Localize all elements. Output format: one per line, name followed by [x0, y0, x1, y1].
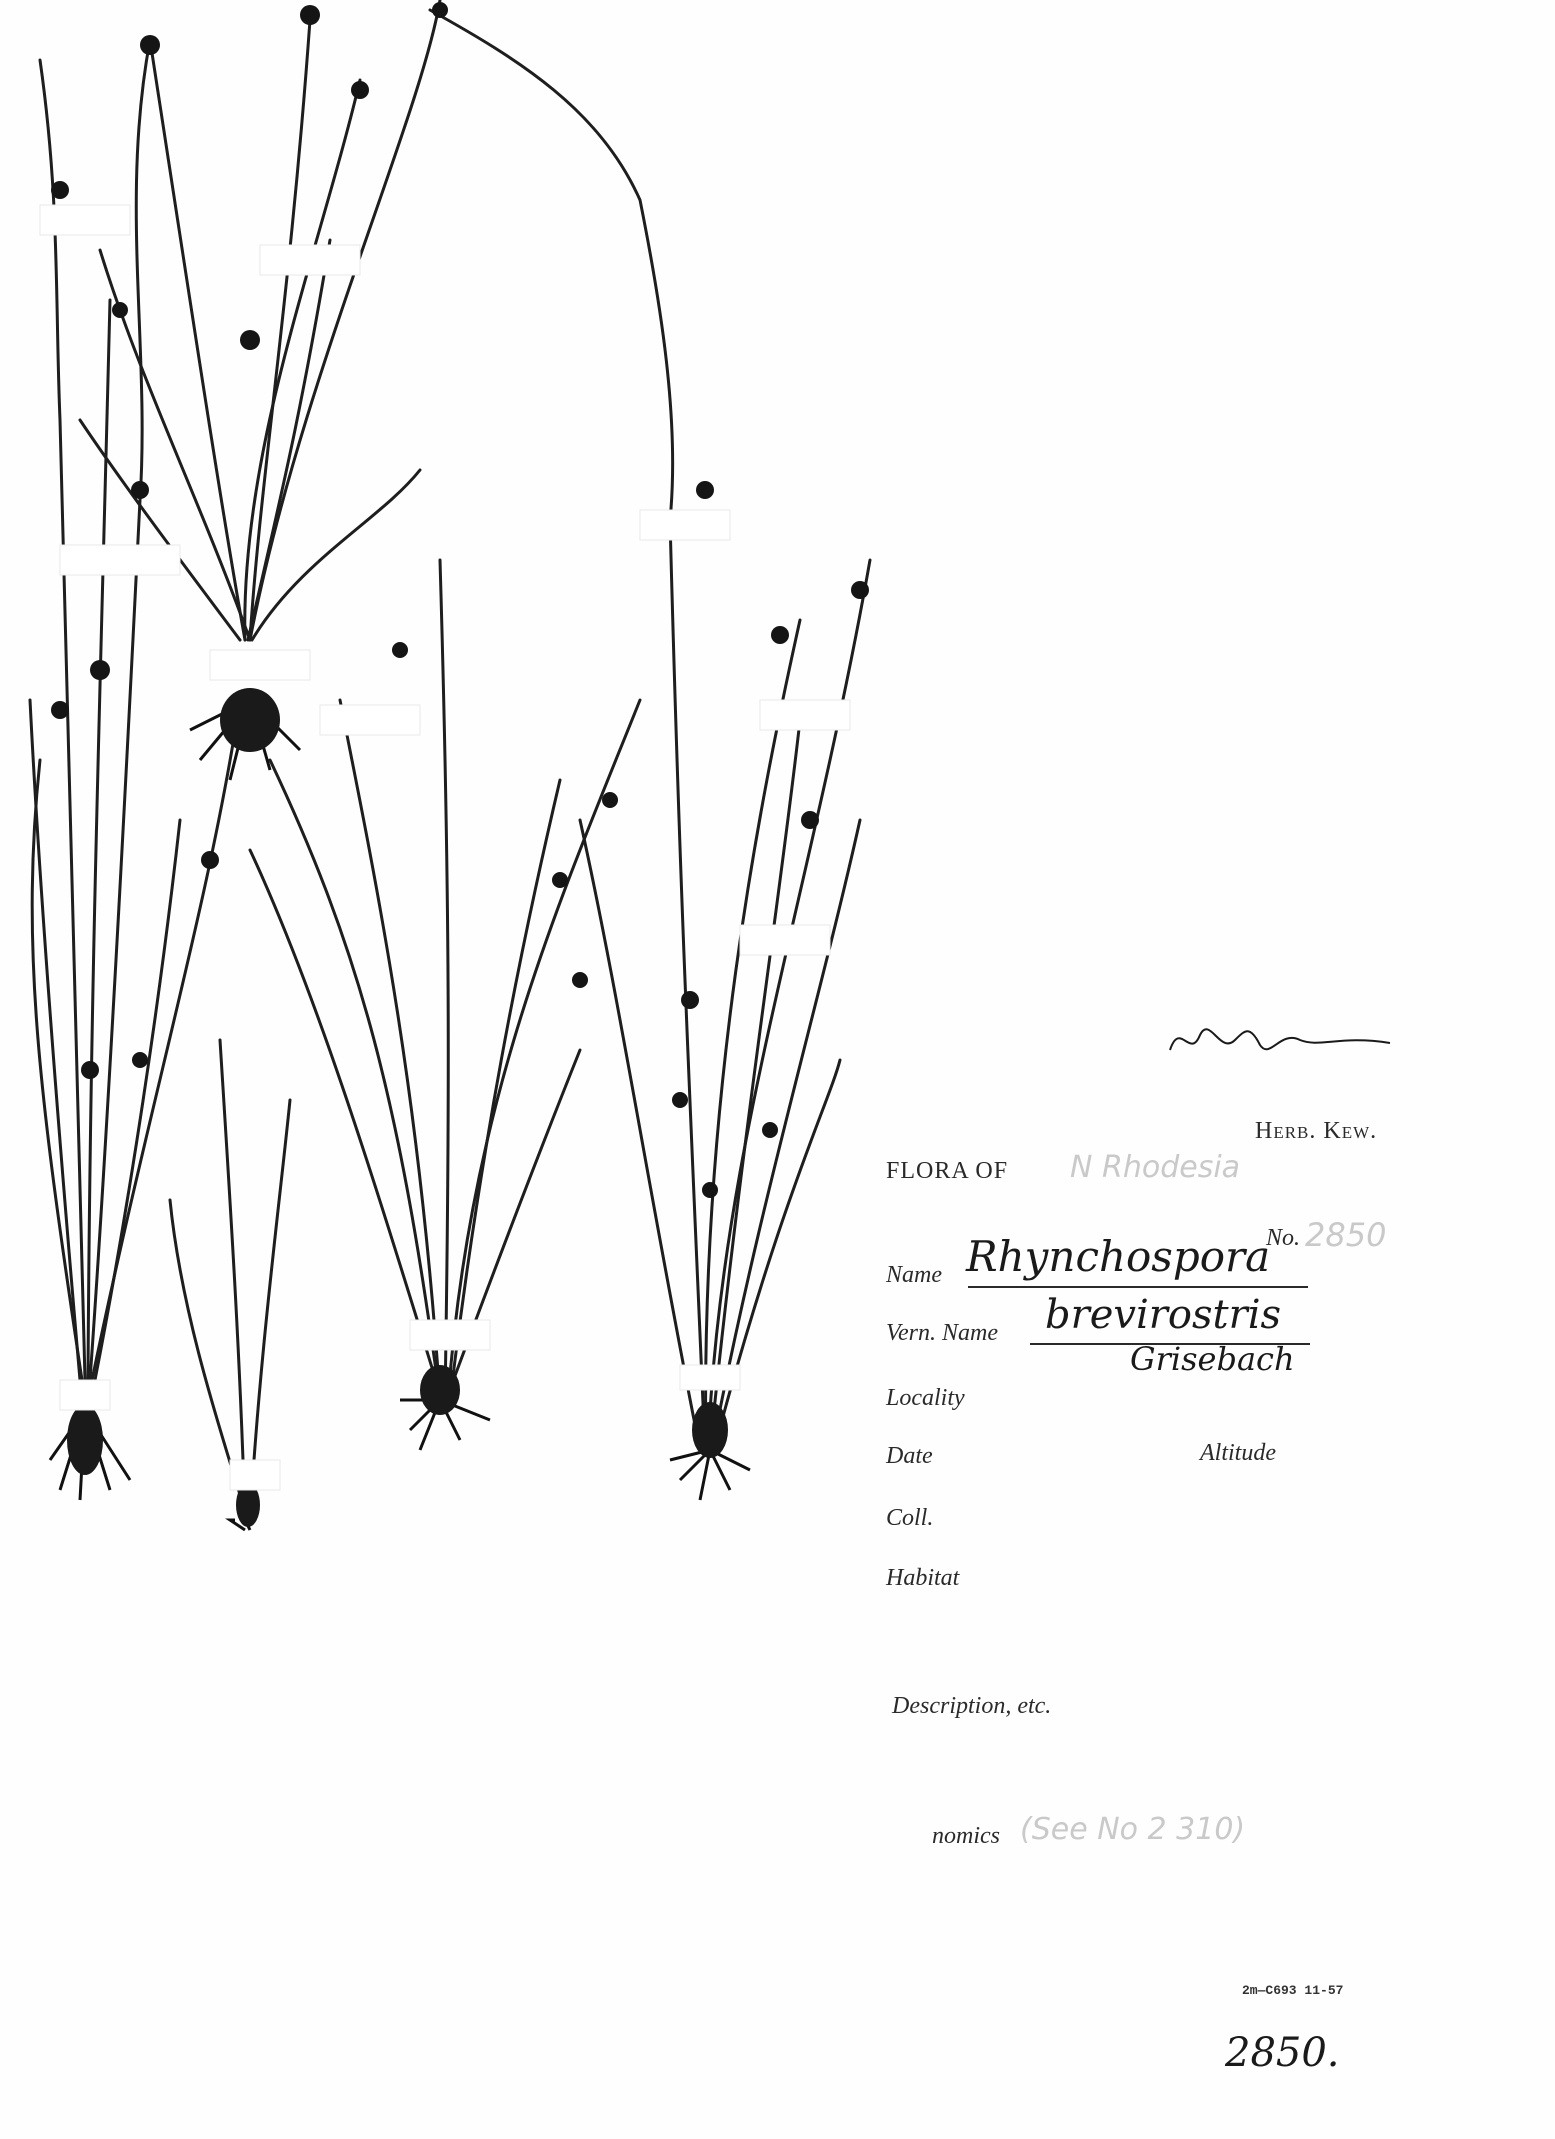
name-value: Rhynchospora: [966, 1232, 1271, 1281]
name-underline: [968, 1286, 1308, 1288]
specimen-roots: [50, 700, 750, 1530]
economics-value: (See No 2 310): [1020, 1812, 1246, 1847]
flora-of-value: N Rhodesia: [1070, 1150, 1241, 1185]
economics-label: nomics: [932, 1823, 1000, 1849]
name-label: Name: [886, 1262, 942, 1288]
habitat-label: Habitat: [886, 1565, 960, 1591]
number-value: 2850: [1305, 1216, 1387, 1254]
flora-of-label: FLORA OF: [886, 1158, 1009, 1184]
number-label: No.: [1266, 1225, 1301, 1251]
vern-name-label: Vern. Name: [886, 1320, 998, 1346]
root-masses: [67, 688, 728, 1527]
sheet-number: 2850.: [1225, 2030, 1340, 2076]
date-label: Date: [886, 1443, 933, 1469]
collector-signature: [1160, 1010, 1400, 1070]
locality-label: Locality: [886, 1385, 965, 1411]
author-value: Grisebach: [1130, 1340, 1295, 1378]
description-label: Description, etc.: [892, 1693, 1052, 1719]
specimen-stems: [30, 0, 870, 1520]
herbarium-name: Herb. Kew.: [1255, 1118, 1378, 1144]
collector-label: Coll.: [886, 1505, 934, 1531]
altitude-label: Altitude: [1200, 1440, 1276, 1466]
vern-name-value: brevirostris: [1045, 1292, 1282, 1338]
print-code: 2m—C693 11-57: [1242, 1983, 1344, 1998]
mounting-tapes: [40, 205, 850, 1490]
